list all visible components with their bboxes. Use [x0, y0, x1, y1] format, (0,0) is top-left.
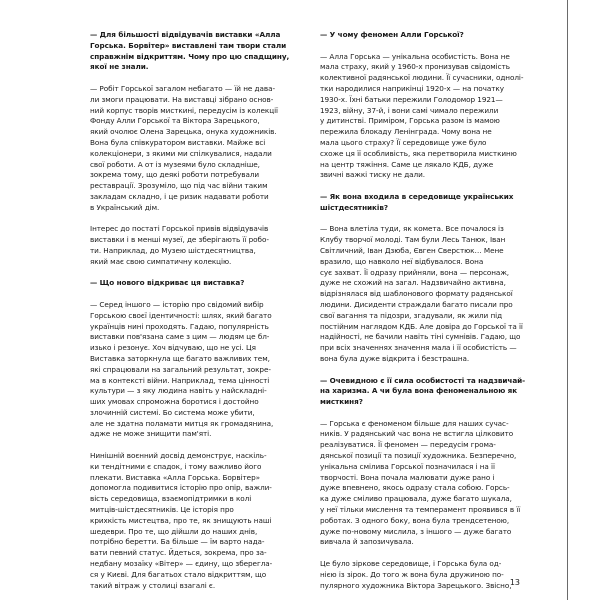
interview-answer: — Горська є феноменом більше для наших сучас- ників. У радянський час вона не встигла цілковито реалізуватися. Її феномен — передусім грома- дянської позиції та позиції художника. Безперечно, унікальна смілива Горської позначилася і на її творчості. Вона почала малювати дуже рано і дуже впевнено, якось одразу стала собою. Горсь- ка дуже сміливо працювала, дуже багато шукала, у неї тільки мислення та темперамент проявився в її роботах. З одного боку, вона була трендсетеною, дуже по-новому мислила, з іншого — дуже багато вивчала й запозичувала. — [320, 418, 521, 547]
interview-question: — Як вона входила в середовище українських шістдесятників? — [320, 191, 514, 212]
page-edge-rule — [567, 0, 568, 600]
interview-answer: — Серед іншого — історію про свідомий вибір Горською своєї ідентичності: шлях, який багато українців нині проходять. Гадаю, популярність виставки пов'язана саме з цим — людям це бл- изько і резонує. Хоч відчуваю, що не усі. Ця Виставка заторкнула ще багато важливих тем, які спрацювали на загальний результат, зокре- ма в контексті війни. Наприклад, тема цінності культури — з яку людина навіть у найскладні- ших умовах спроможна боротися і достойно злочинній системі. Бо система може убити, але не здатна поламати митця як громадянина, адже не може знищити пам'яті. — [90, 299, 274, 439]
paragraph-gap — [320, 41, 528, 52]
page-number: 13 — [509, 578, 520, 587]
paragraph-gap — [90, 214, 298, 225]
right-column — [320, 30, 528, 591]
interview-question: — Для більшості відвідувачів виставки «Алла Горська. Борвітер» виставлені там твори стали справжнім відкриттям. Чому про цю спадщину, якої не знали. — [90, 30, 290, 72]
interview-question: — У чому феномен Алли Горської? — [320, 30, 464, 39]
paragraph-gap — [320, 214, 528, 225]
paragraph-gap — [320, 548, 528, 559]
paragraph-gap — [320, 181, 528, 192]
interview-answer: — Робіт Горської загалом небагато — їй не дава- ли змоги працювати. На виставці зібрано основ- ний корпус творів мисткині, передусім із колекції Фонду Алли Горської та Віктора Зарецького, який очолює Олена Зарецька, онука художників. Вона була співкуратором виставки. Майже всі колекціонери, з якими ми спілкувалися, надали свої роботи. А от із музеями було складніше, зокрема тому, що деякі роботи потребували реставрації. Зрозуміло, що під час війни таким закладам складно, і це ризик надавати роботи в Український дім. — [90, 83, 279, 212]
interview-answer: — Вона влетіла туди, як комета. Все почалося із Клубу творчої молоді. Там були Лесь Танюк, Іван Світличний, Іван Дзюба, Євген Сверстюк… Мене вразило, що навколо неї відбувалося. Вона сує захват. Її одразу прийняли, вона — персонаж, дуже не схожий на загал. Надзвичайно активна, відрізнялася від шаблонового формату радянської людини. Дисиденти страждали багато писали про свої вагання та підозри, згадували, як жили під постійним наглядом КДБ. Але довіра до Горської та її надійності, не бачили навіть тіні сумнівів. Гадаю, що при всіх значеннях значення мала і її особистість — вона була дуже відкрита і безстрашна. — [320, 224, 523, 363]
paragraph-gap — [90, 268, 298, 279]
interview-question: — Очевидною є її сила особистості та надзвичай- на харизма. А чи була вона феноменальною як мисткиня? — [320, 375, 526, 407]
interview-answer: Нинішній воєнний досвід демонструє, наскіль- ки тендітними є спадок, і тому важливо його плекати. Виставка «Алла Горська. Борвітер» допомогла подивитися історію про опір, важли- вість середовища, взаємопідтримки в колі митців-шістдесятників. Це історія про крихкість мистецтва, про те, як знищують наші шедеври. Про те, що дійшли до наших днів, потрібно беретти. Ба більше — їм варто нада- вати певний статус. Йдеться, зокрема, про за- недбану мозаїку «Вітер» — єдину, що зберегла- ся у Києві. Для багатьох стало відкриттям, що такий вітраж у столиці взагалі є. — [90, 451, 273, 590]
interview-question: — Що нового відкриває ця виставка? — [90, 278, 245, 288]
paragraph-gap — [320, 365, 528, 376]
paragraph-gap — [320, 408, 528, 419]
paragraph-gap — [90, 440, 298, 451]
interview-answer: — Алла Горська — унікальна особистість. Вона не мала страху, який у 1960-х пронизував свідомість колективної радянської людини. Її сучасники, однолі- тки народилися наприкінці 1920-х — на початку 1930-х. Їхні батьки пережили Голодомор 1921— 1923, війну, 37-й, і вони самі чимало пережили у дитинстві. Приміром, Горська разом із мамою пережила блокаду Ленінграда. Чому вона не мала цього страху? Її середовище уже було схоже ця її особливість, яка перетворила мисткиню на центр тяжіння. Саме це лякало КДБ, дуже звичні важкі тиску не дали. — [320, 51, 524, 180]
left-column — [90, 30, 298, 591]
paragraph-gap — [90, 73, 298, 84]
interview-answer: Інтерес до постаті Горської привів відвідувачів виставки і в менші музеї, де зберігають її робо- ти. Наприклад, до Музею шістдесятництва, який має свою симпатичну колекцію. — [90, 224, 269, 266]
paragraph-gap — [90, 289, 298, 300]
interview-answer: Це було зіркове середовище, і Горська була од- нією із зірок. До того ж вона була дружиною по- пулярного художника Віктора Зарецького. Звісно, — [320, 559, 512, 590]
